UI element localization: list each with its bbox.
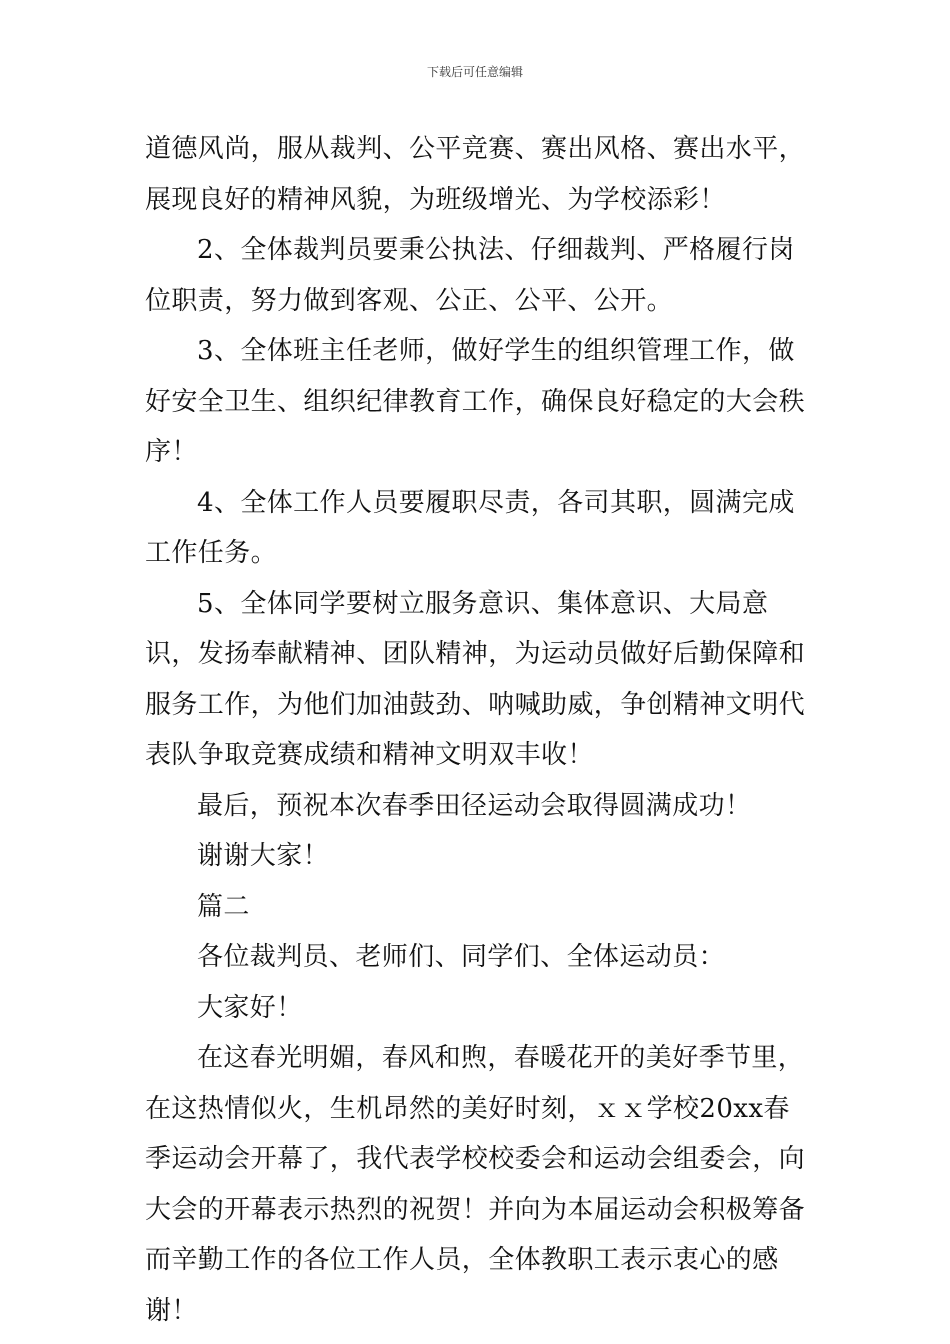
greeting: 大家好！ bbox=[197, 992, 303, 1023]
page-header: 下载后可任意编辑 bbox=[426, 65, 523, 79]
paragraph: 5、全体同学要树立服务意识、集体意识、大局意识，发扬奉献精神、团队精神，为运动员做好后勤保障和服务工作，为他们加油鼓劲、呐喊助威，争创精神文明代表队争取竞赛成绩和精神文明双丰收！ bbox=[145, 588, 806, 770]
paragraph: 2、全体裁判员要秉公执法、仔细裁判、严格履行岗位职责，努力做到客观、公正、公平、公开。 bbox=[145, 235, 795, 316]
paragraph: 4、全体工作人员要履职尽责，各司其职，圆满完成工作任务。 bbox=[145, 487, 795, 568]
thanks-line: 谢谢大家！ bbox=[197, 841, 330, 871]
section-heading: 篇二 bbox=[197, 891, 250, 922]
document-body bbox=[145, 124, 810, 1336]
paragraph: 道德风尚，服从裁判、公平竞赛、赛出风格、赛出水平，展现良好的精神风貌，为班级增光、为学校添彩！ bbox=[145, 134, 806, 215]
paragraph: 在这春光明媚，春风和煦，春暖花开的美好季节里，在这热情似火，生机昂然的美好时刻，ｘｘ学校20xx春季运动会开幕了，我代表学校校委会和运动会组委会，向大会的开幕表示热烈的祝贺！并向为本届运动会积极筹备而辛勤工作的各位工作人员，全体教职工表示衷心的感谢！ bbox=[145, 1043, 806, 1326]
paragraph: 3、全体班主任老师，做好学生的组织管理工作，做好安全卫生、组织纪律教育工作，确保良好稳定的大会秩序！ bbox=[145, 336, 806, 467]
closing-wish: 最后，预祝本次春季田径运动会取得圆满成功！ bbox=[197, 790, 752, 821]
salutation: 各位裁判员、老师们、同学们、全体运动员： bbox=[197, 942, 726, 972]
